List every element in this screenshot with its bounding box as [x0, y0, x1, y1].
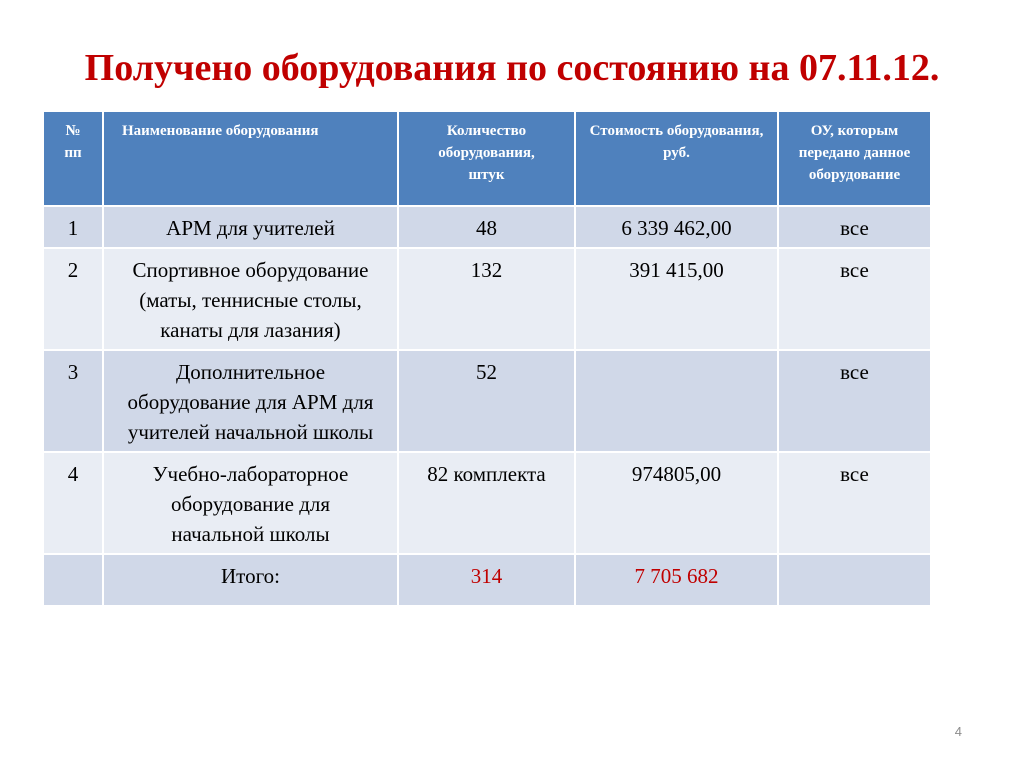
row-cost: 6 339 462,00 [575, 206, 778, 248]
row-number: 1 [43, 206, 103, 248]
header-number: № пп [43, 111, 103, 206]
row-name: АРМ для учителей [103, 206, 398, 248]
header-cost: Стоимость оборудования, руб. [575, 111, 778, 206]
page-number: 4 [954, 724, 962, 739]
total-number [43, 554, 103, 606]
row-recipients: все [778, 452, 931, 554]
row-name: Спортивное оборудование (маты, теннисные столы, канаты для лазания) [103, 248, 398, 350]
row-quantity: 48 [398, 206, 575, 248]
row-cost: 974805,00 [575, 452, 778, 554]
equipment-table [42, 110, 932, 607]
header-quantity: Количество оборудования, штук [398, 111, 575, 206]
row-quantity: 82 комплекта [398, 452, 575, 554]
total-cost: 7 705 682 [575, 554, 778, 606]
table-total-row [43, 554, 931, 606]
row-recipients: все [778, 350, 931, 452]
header-recipients: ОУ, которым передано данное оборудование [778, 111, 931, 206]
row-number: 4 [43, 452, 103, 554]
table-header-row [43, 111, 931, 206]
table-row [43, 350, 931, 452]
table-row [43, 452, 931, 554]
row-quantity: 132 [398, 248, 575, 350]
row-number: 2 [43, 248, 103, 350]
header-name: Наименование оборудования [103, 111, 398, 206]
total-label: Итого: [103, 554, 398, 606]
table-row [43, 248, 931, 350]
row-name: Учебно-лабораторное оборудование для начальной школы [103, 452, 398, 554]
slide-title: Получено оборудования по состоянию на 07.11.12. [84, 47, 940, 89]
table-row [43, 206, 931, 248]
row-recipients: все [778, 206, 931, 248]
row-cost: 391 415,00 [575, 248, 778, 350]
row-quantity: 52 [398, 350, 575, 452]
row-cost [575, 350, 778, 452]
row-number: 3 [43, 350, 103, 452]
total-recipients [778, 554, 931, 606]
total-quantity: 314 [398, 554, 575, 606]
row-recipients: все [778, 248, 931, 350]
row-name: Дополнительное оборудование для АРМ для учителей начальной школы [103, 350, 398, 452]
